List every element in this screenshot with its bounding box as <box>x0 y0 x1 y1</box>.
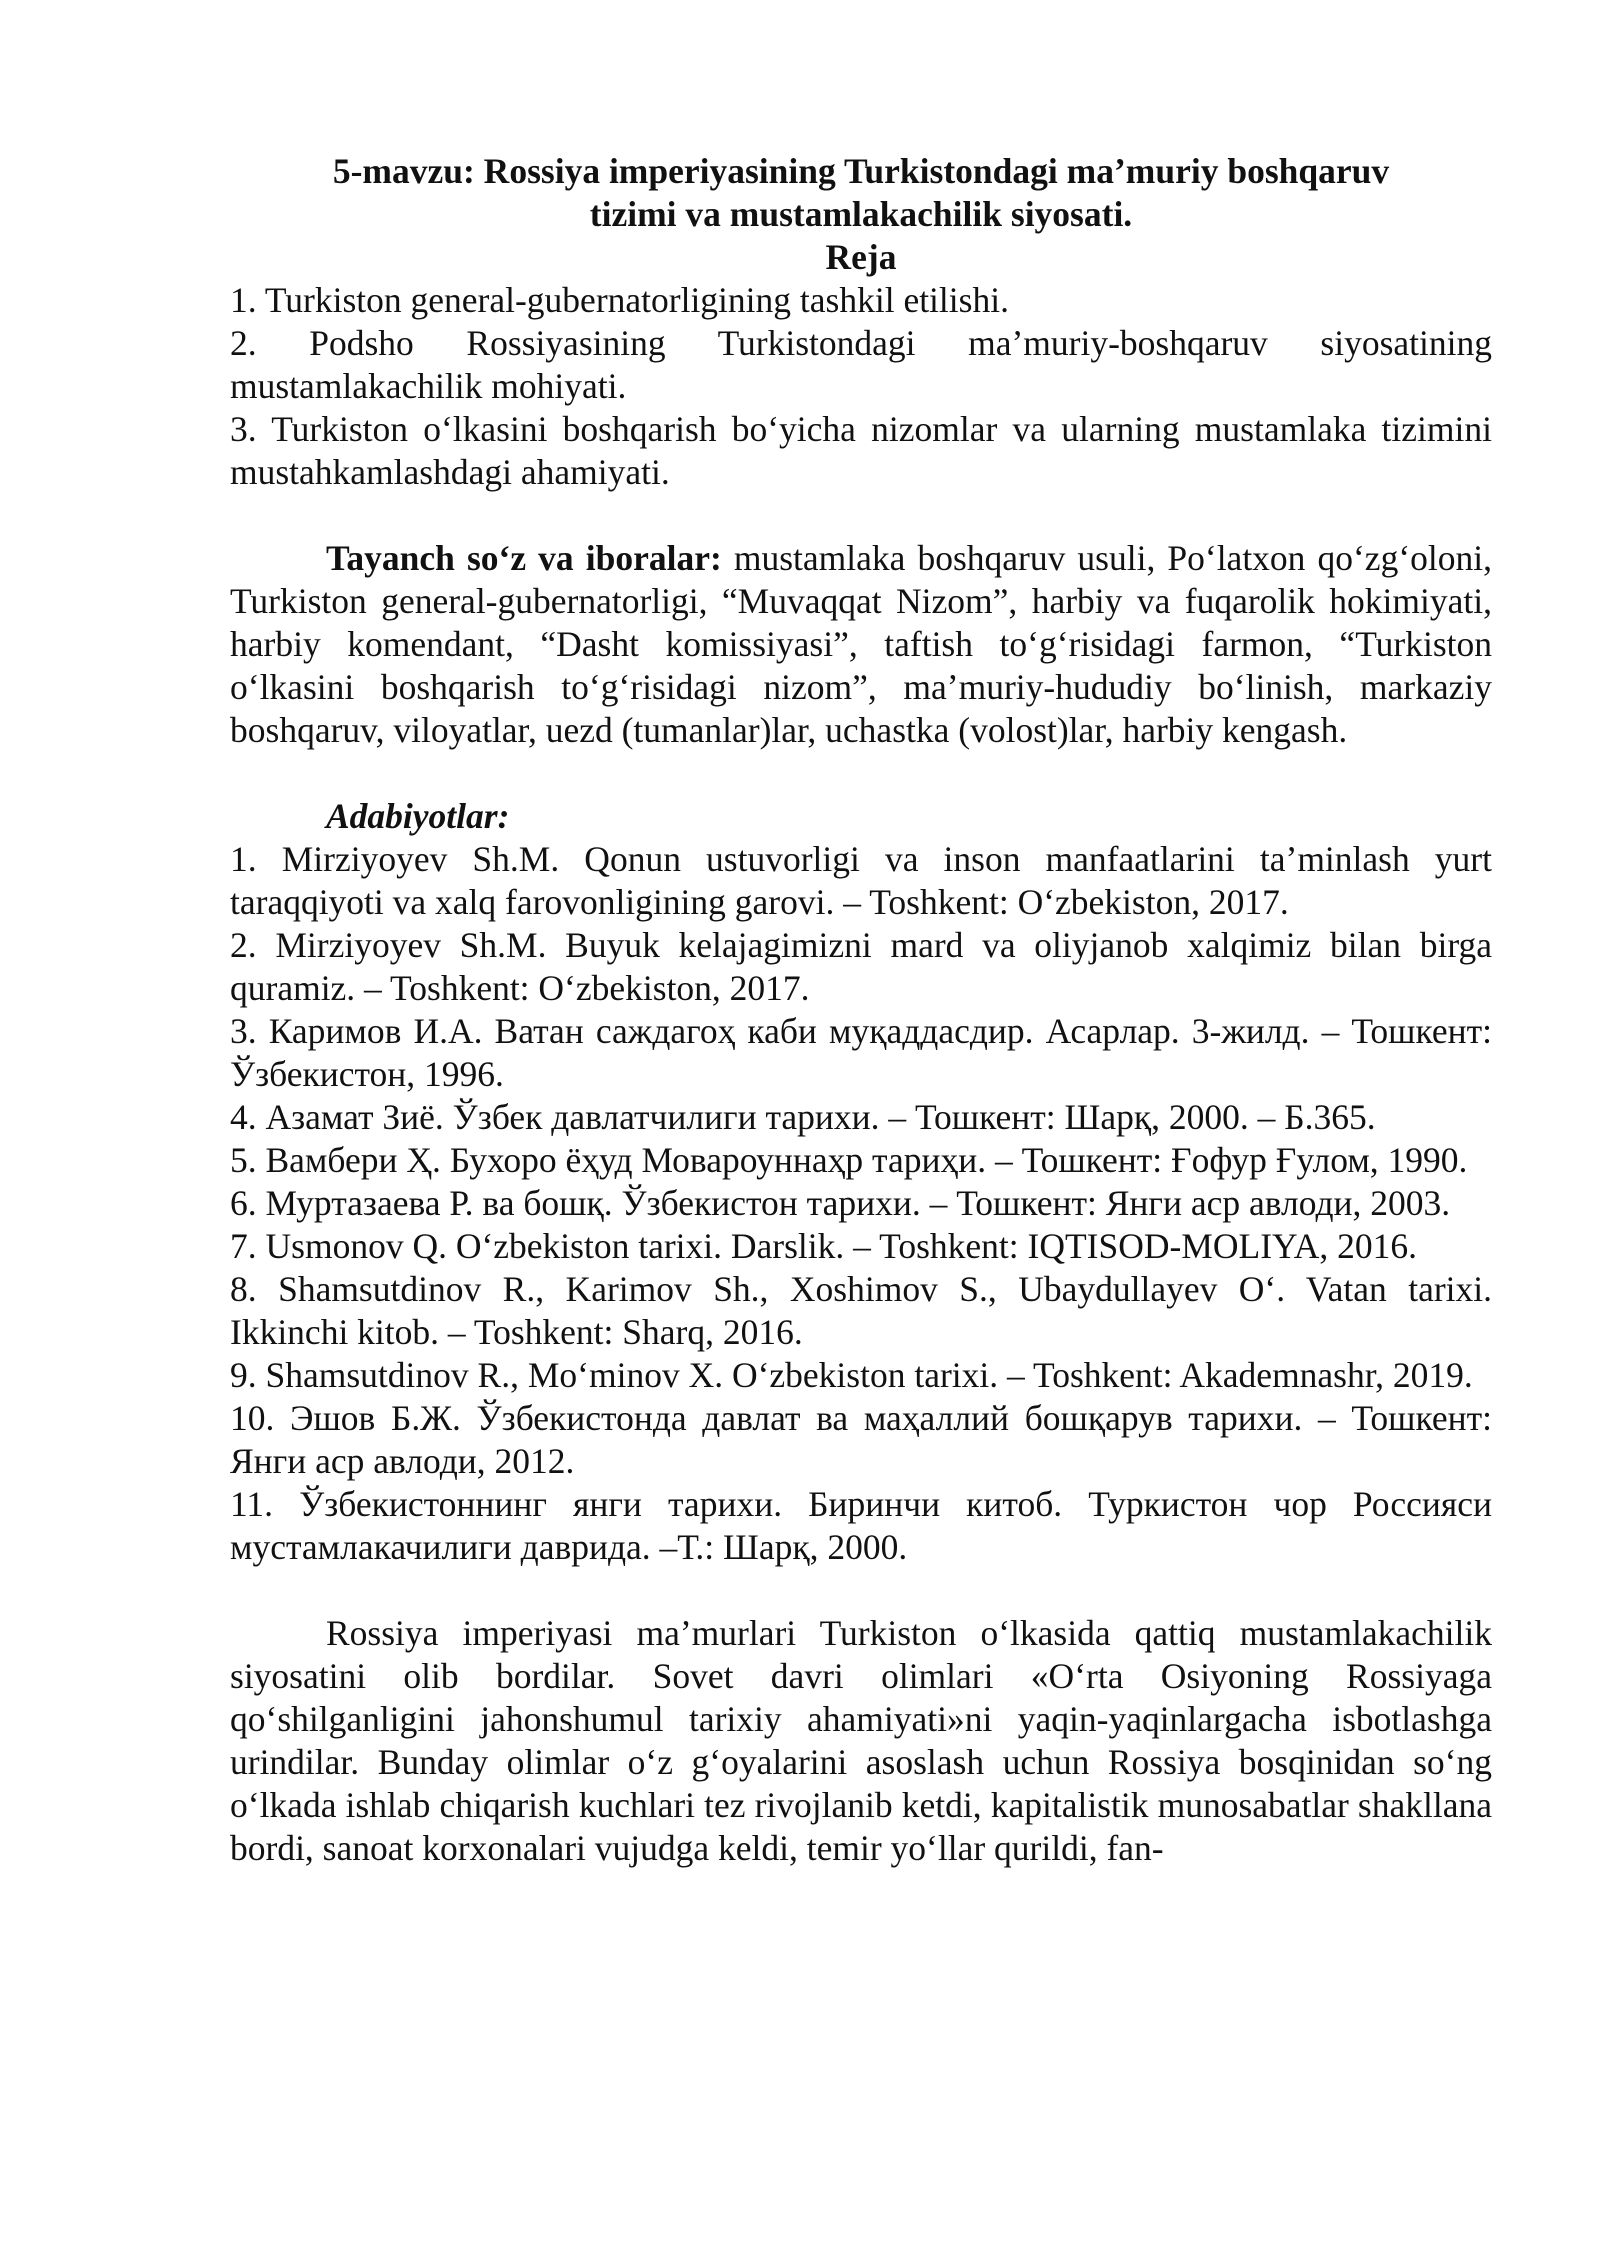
literature-heading: Adabiyotlar: <box>326 796 510 836</box>
plan-list <box>230 279 1492 494</box>
literature-list <box>230 838 1492 1569</box>
literature-item: 4. Азамат Зиё. Ўзбек давлатчилиги тарихи. – Тошкент: Шарқ, 2000. – Б.365. <box>230 1097 1376 1137</box>
document-page <box>230 150 1492 1870</box>
literature-item: 3. Каримов И.А. Ватан саждагоҳ каби муқаддасдир. Асарлар. 3-жилд. – Тошкент: Ўзбекистон, 1996. <box>230 1011 1492 1094</box>
literature-item: 10. Эшов Б.Ж. Ўзбекистонда давлат ва маҳаллий бошқарув тарихи. – Тошкент: Янги аср авлоди, 2012. <box>230 1398 1492 1481</box>
literature-item: 7. Usmonov Q. Oʻzbekiston tarixi. Darslik. – Toshkent: IQTISOD-MOLIYA, 2016. <box>230 1226 1417 1266</box>
literature-item: 1. Mirziyoyev Sh.M. Qonun ustuvorligi va inson manfaatlarini taʼminlash yurt taraqqiyoti va xalq farovonligining garovi. – Toshkent: Oʻzbekiston, 2017. <box>230 839 1492 922</box>
literature-item: 2. Mirziyoyev Sh.M. Buyuk kelajagimizni mard va oliyjanob xalqimiz bilan birga quramiz. – Toshkent: Oʻzbekiston, 2017. <box>230 925 1492 1008</box>
keywords-paragraph <box>230 537 1492 752</box>
literature-item: 9. Shamsutdinov R., Moʻminov X. Oʻzbekiston tarixi. – Toshkent: Akademnashr, 2019. <box>230 1355 1473 1395</box>
literature-item: 5. Вамбери Ҳ. Бухоро ёҳуд Мовароуннаҳр тариҳи. – Тошкент: Ғофур Ғулом, 1990. <box>230 1140 1468 1180</box>
body-paragraph: Rossiya imperiyasi maʼmurlari Turkiston oʻlkasida qattiq mustamlakachilik siyosatini olib bordilar. Sovet davri olimlari «Oʻrta Osiyoning Rossiyaga qoʻshilganligini jahonshumul tarixiy ahamiyati»ni yaqin-yaqinlargacha isbotlashga urindilar. Bunday olimlar oʻz gʻoyalarini asoslash uchun Rossiya bosqinidan soʻng oʻlkada ishlab chiqarish kuchlari tez rivojlanib ketdi, kapitalistik munosabatlar shakllana bordi, sanoat korxonalari vujudga keldi, temir yoʻllar qurildi, fan- <box>230 1613 1492 1868</box>
document-title <box>230 150 1492 236</box>
plan-item: 1. Turkiston general-gubernatorligining tashkil etilishi. <box>230 280 1009 320</box>
title-line-1: 5-mavzu: Rossiya imperiyasining Turkistondagi maʼmuriy boshqaruv <box>332 151 1390 191</box>
plan-heading: Reja <box>825 237 897 277</box>
literature-item: 11. Ўзбекистоннинг янги тарихи. Биринчи китоб. Туркистон чор Россияси мустамлакачилиги даврида. –Т.: Шарқ, 2000. <box>230 1484 1492 1567</box>
title-line-2: tizimi va mustamlakachilik siyosati. <box>589 194 1133 234</box>
keywords-label: Tayanch soʻz va iboralar: <box>326 538 722 578</box>
literature-item: 6. Муртазаева Р. ва бошқ. Ўзбекистон тарихи. – Тошкент: Янги аср авлоди, 2003. <box>230 1183 1451 1223</box>
literature-item: 8. Shamsutdinov R., Karimov Sh., Xoshimov S., Ubaydullayev Oʻ. Vatan tarixi. Ikkinchi kitob. – Toshkent: Sharq, 2016. <box>230 1269 1492 1352</box>
plan-item: 3. Turkiston oʻlkasini boshqarish boʻyicha nizomlar va ularning mustamlaka tizimini mustahkamlashdagi ahamiyati. <box>230 409 1492 492</box>
keywords-text: mustamlaka boshqaruv usuli, Poʻlatxon qoʻzgʻoloni, Turkiston general-gubernatorligi, “Muvaqqat Nizom”, harbiy va fuqarolik hokimiyati, harbiy komendant, “Dasht komissiyasi”, taftish toʻgʻrisidagi farmon, “Turkiston oʻlkasini boshqarish toʻgʻrisidagi nizom”, maʼmuriy-hududiy boʻlinish, markaziy boshqaruv, viloyatlar, uezd (tumanlar)lar, uchastka (volost)lar, harbiy kengash. <box>230 538 1492 750</box>
plan-item: 2. Podsho Rossiyasining Turkistondagi maʼmuriy-boshqaruv siyosatining mustamlakachilik mohiyati. <box>230 323 1492 406</box>
